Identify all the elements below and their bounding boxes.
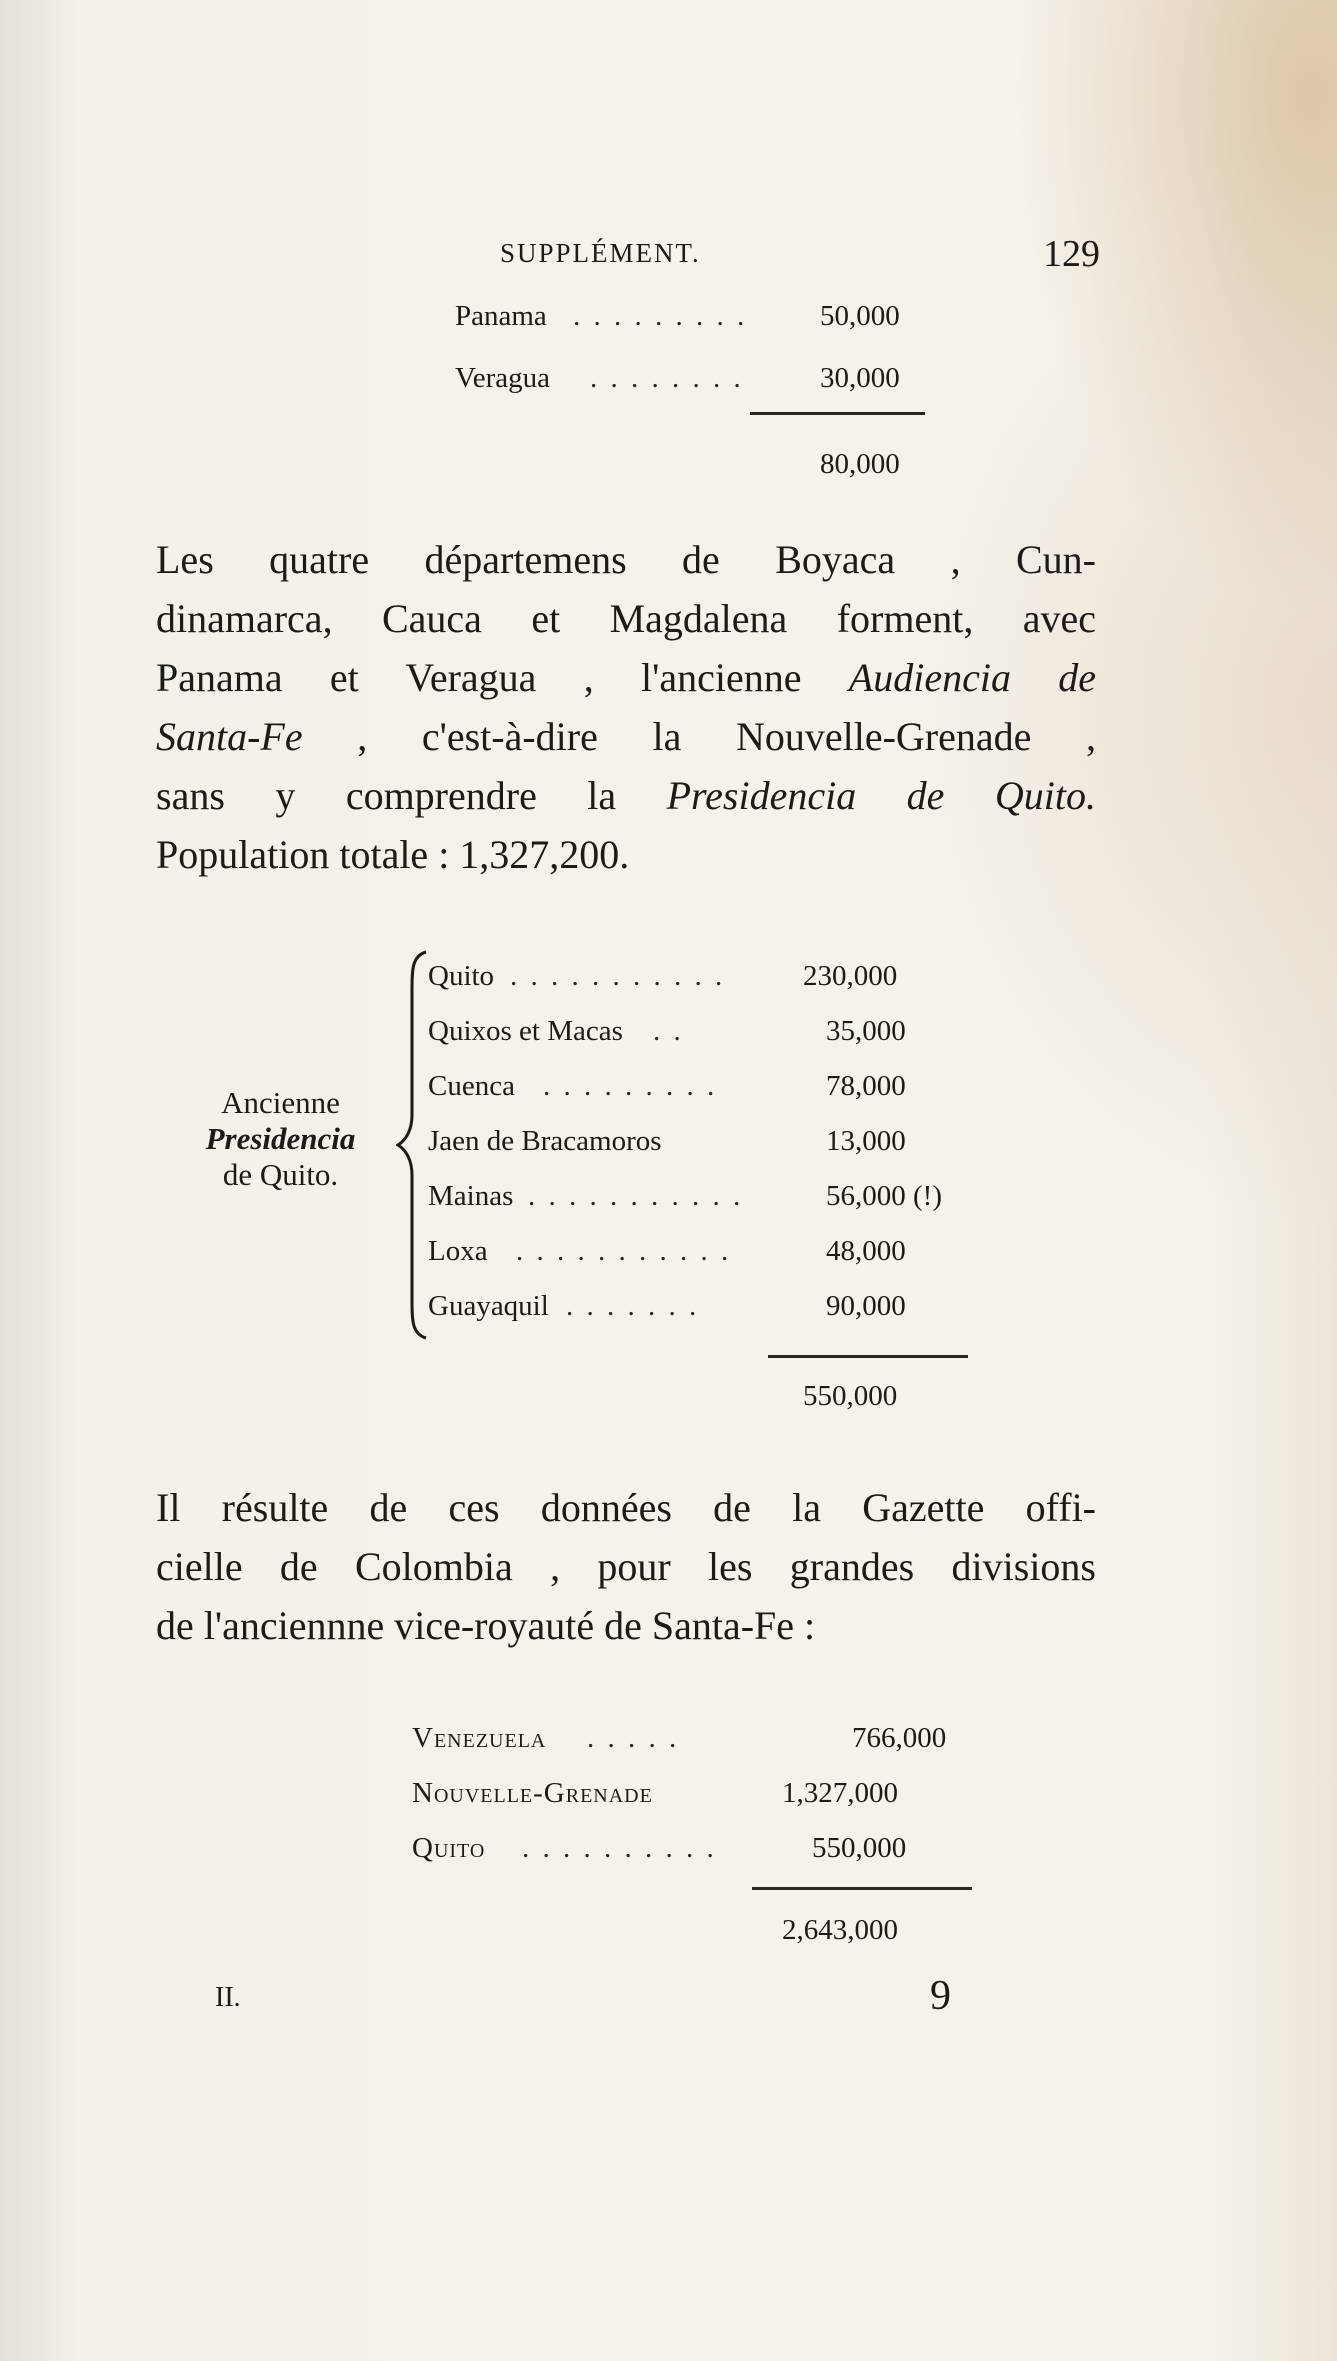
table-row (428, 960, 988, 996)
row-name: Jaen de Bracamoros (428, 1125, 662, 1157)
text-line: Il résulte de ces données de la Gazette offi- (156, 1485, 1096, 1530)
text-line: de l'anciennne vice-royauté de Santa-Fe : (156, 1603, 816, 1648)
text-line: cielle de Colombia , pour les grandes divisions (156, 1544, 1096, 1589)
text-line: dinamarca, Cauca et Magdalena forment, avec (156, 596, 1096, 641)
paragraph-nouvelle-grenade (156, 530, 1096, 884)
row-value: 30,000 (820, 362, 900, 394)
table-row (455, 362, 945, 398)
table-total (428, 1380, 988, 1416)
sum-rule (752, 1887, 972, 1890)
total-value: 550,000 (803, 1380, 898, 1412)
leader-dots: . . . . . . . . . . (522, 1832, 717, 1864)
total-value: 80,000 (820, 448, 900, 480)
leader-dots: . . . . . . . . . . . (528, 1180, 744, 1212)
sum-rule (768, 1355, 968, 1358)
table-row (428, 1125, 988, 1161)
row-value: 50,000 (820, 300, 900, 332)
sum-rule (750, 412, 925, 415)
page-number: 129 (1043, 233, 1100, 275)
text-line: Population totale : 1,327,200. (156, 832, 630, 877)
leader-dots: . . . . . . . . . (543, 1070, 718, 1102)
row-value: 1,327,000 (782, 1777, 898, 1809)
leader-dots: . . (653, 1015, 684, 1047)
sheet-number: 9 (930, 1973, 951, 2019)
leader-dots: . . . . . . . (566, 1290, 700, 1322)
text-line (156, 707, 1096, 766)
row-name: Loxa (428, 1235, 488, 1267)
text-run: sans y comprendre la (156, 773, 667, 818)
table-row (428, 1015, 988, 1051)
row-value: 13,000 (826, 1125, 906, 1157)
leader-dots: . . . . . . . . (590, 362, 744, 394)
label-line: Presidencia (205, 1121, 356, 1156)
row-value: 78,000 (826, 1070, 906, 1102)
leader-dots: . . . . . . . . . . . (510, 960, 726, 992)
table-row (412, 1777, 972, 1813)
text-line (156, 648, 1096, 707)
row-name: Quito (428, 960, 495, 992)
row-value: 48,000 (826, 1235, 906, 1267)
row-value: 56,000 (!) (826, 1180, 942, 1212)
row-name: Veragua (455, 362, 551, 394)
text-run: Panama et Veragua , l'ancienne (156, 655, 849, 700)
running-title: SUPPLÉMENT. (500, 238, 701, 268)
label-line: de Quito. (222, 1157, 339, 1192)
italic-term: Presidencia de Quito. (666, 773, 1096, 818)
row-name: Panama (455, 300, 547, 332)
table-row (412, 1722, 972, 1758)
table-row (428, 1070, 988, 1106)
leader-dots: . . . . . . . . . (573, 300, 748, 332)
table-panama-veragua (455, 300, 945, 490)
table-quito (428, 960, 988, 1430)
row-value: 90,000 (826, 1290, 906, 1322)
italic-term: Santa-Fe (156, 714, 303, 759)
running-header (160, 233, 1100, 278)
row-value: 35,000 (826, 1015, 906, 1047)
table-total (412, 1914, 972, 1950)
leader-dots: . . . . . (587, 1722, 680, 1754)
table-row (428, 1235, 988, 1271)
table-row (455, 300, 945, 336)
table-total (455, 448, 945, 484)
row-name: Quito (412, 1832, 486, 1864)
text-line: Les quatre départemens de Boyaca , Cun- (156, 537, 1096, 582)
table-divisions (412, 1722, 972, 1962)
row-value: 766,000 (852, 1722, 947, 1754)
row-name: Cuenca (428, 1070, 515, 1102)
table-row (428, 1180, 988, 1216)
total-value: 2,643,000 (782, 1914, 898, 1946)
row-name: Guayaquil (428, 1290, 549, 1322)
paragraph-resume (156, 1478, 1096, 1655)
row-name: Venezuela (412, 1722, 547, 1754)
row-name: Quixos et Macas (428, 1015, 623, 1047)
label-line: Ancienne (221, 1085, 340, 1120)
signature-mark: II. (215, 1982, 241, 2013)
table-row (412, 1832, 972, 1868)
row-name: Nouvelle-Grenade (412, 1777, 653, 1809)
row-name: Mainas (428, 1180, 514, 1212)
row-value: 550,000 (812, 1832, 907, 1864)
group-label (168, 1085, 393, 1193)
italic-term: Audiencia de (848, 655, 1097, 700)
text-line (156, 766, 1096, 825)
text-run: , c'est-à-dire la Nouvelle-Grenade , (302, 714, 1096, 759)
table-row (428, 1290, 988, 1326)
leader-dots: . . . . . . . . . . . (516, 1235, 732, 1267)
row-value: 230,000 (803, 960, 898, 992)
curly-brace (396, 950, 430, 1340)
